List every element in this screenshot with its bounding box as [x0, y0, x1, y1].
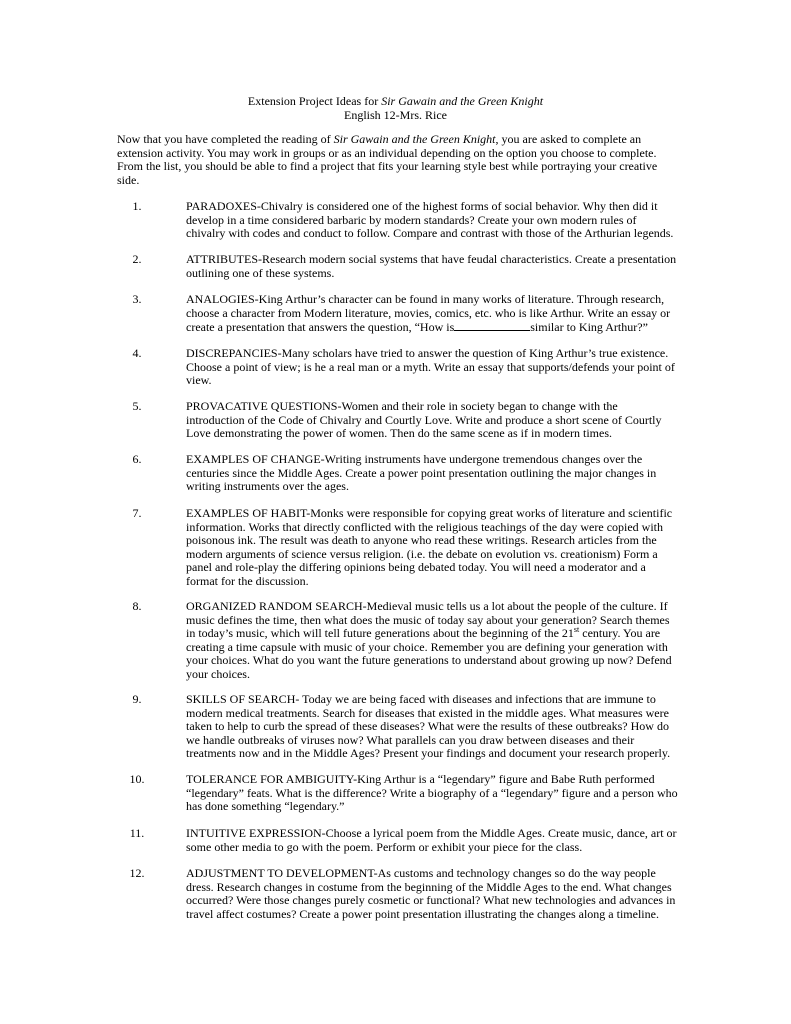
item-text: PARADOXES-Chivalry is considered one of the highest forms of social behavior. Why then did it develop in a time considered barbaric by modern standards? Create your own modern rules of chivalry with codes and conduct to follow. Compare and contrast with those of the Arthurian legends.: [186, 199, 674, 240]
item-number: 9.: [132, 692, 142, 706]
item-text: ATTRIBUTES-Research modern social systems that have feudal characteristics. Create a presentation outlining one of these systems.: [186, 252, 677, 280]
item-number: 11.: [129, 826, 145, 840]
document-title: [0, 95, 791, 122]
item-text: EXAMPLES OF HABIT-Monks were responsible for copying great works of literature and scientific information. Works that directly conflicted with the religious teachings of the day were copied with poisonous ink. The result was death to anyone who read these writings. Research articles from the modern arguments of science versus religion. (i.e. the debate on evolution vs. creationism) Form a panel and role-play the differing opinions being debated today. You will need a moderator and a format for the discussion.: [186, 506, 673, 588]
intro-paragraph: Now that you have completed the reading of Sir Gawain and the Green Knight, you are asked to complete an extension activity. You may work in groups or as an individual depending on the option you choose to complete. From the list, you should be able to find a project that fits your learning style best while portraying your creative side.: [117, 132, 658, 187]
item-text: SKILLS OF SEARCH- Today we are being faced with diseases and infections that are immune to modern medical treatments. Search for diseases that existed in the middle ages. What measures were taken to help to curb the spread of these diseases? What were the results of these outbreaks? How do we handle outbreaks of viruses now? What parallels can you draw between diseases and their treatments now and in the Middle Ages? Present your findings and document your research properly.: [186, 692, 671, 760]
item-number: 12.: [129, 866, 145, 880]
item-number: 2.: [132, 252, 142, 266]
item-text: ANALOGIES-King Arthur’s character can be found in many works of literature. Through research, choose a character from Modern literature, movies, comics, etc. who is like Arthur. Write an essay or create a presentation that answers the question, “How is similar to King Arthur?”: [186, 292, 671, 334]
title-line-2: English 12-Mrs. Rice: [344, 107, 447, 122]
item-text: PROVACATIVE QUESTIONS-Women and their role in society began to change with the introduction of the Code of Chivalry and Courtly Love. Write and produce a short scene of Courtly Love demonstrating the power of women. Then do the same scene as if in modern times.: [186, 399, 662, 440]
intro-italic-title: Sir Gawain and the Green Knight: [333, 132, 496, 146]
item-number: 1.: [132, 199, 142, 213]
item-number: 6.: [132, 452, 142, 466]
item-text: DISCREPANCIES-Many scholars have tried to answer the question of King Arthur’s true existence. Choose a point of view; is he a real man or a myth. Write an essay that supports/defends your point of view.: [186, 346, 675, 387]
title-italic: Sir Gawain and the Green Knight: [381, 94, 544, 108]
answer-blank: [454, 320, 530, 331]
item-number: 3.: [132, 292, 142, 306]
item-text: INTUITIVE EXPRESSION-Choose a lyrical poem from the Middle Ages. Create music, dance, art or some other media to go with the poem. Perform or exhibit your piece for the class.: [186, 826, 677, 854]
ordinal-suffix: st: [573, 625, 580, 634]
title-line-1: Extension Project Ideas for Sir Gawain and the Green Knight: [247, 94, 544, 108]
item-text: EXAMPLES OF CHANGE-Writing instruments have undergone tremendous changes over the centuries since the Middle Ages. Create a power point presentation outlining the major changes in writing instruments over the ages.: [186, 452, 657, 493]
item-number: 8.: [132, 599, 142, 613]
item-number: 10.: [129, 772, 145, 786]
item-number: 7.: [132, 506, 142, 520]
item-number: 5.: [132, 399, 142, 413]
item-number: 4.: [132, 346, 142, 360]
item-text: TOLERANCE FOR AMBIGUITY-King Arthur is a “legendary” figure and Babe Ruth performed “legendary” feats. What is the difference? Write a biography of a “legendary” figure and a person who has done something “legendary.”: [186, 772, 678, 813]
item-text: ORGANIZED RANDOM SEARCH-Medieval music tells us a lot about the people of the culture. If music defines the time, then what does the music of today say about your generation? Search themes in today’s music, which will tell future generations about the beginning of the 21st century. You are creating a time capsule with music of your choice. Remember you are defining your generation with your choices. What do you want the future generations to understand about growing up now? Defend your choices.: [186, 599, 672, 681]
item-text: ADJUSTMENT TO DEVELOPMENT-As customs and technology changes so do the way people dress. Research changes in costume from the beginning of the Middle Ages to the end. What changes occurred? Were those changes purely cosmetic or functional? What new technologies and advances in travel affect costumes? Create a power point presentation illustrating the changes along a timeline.: [186, 866, 676, 921]
